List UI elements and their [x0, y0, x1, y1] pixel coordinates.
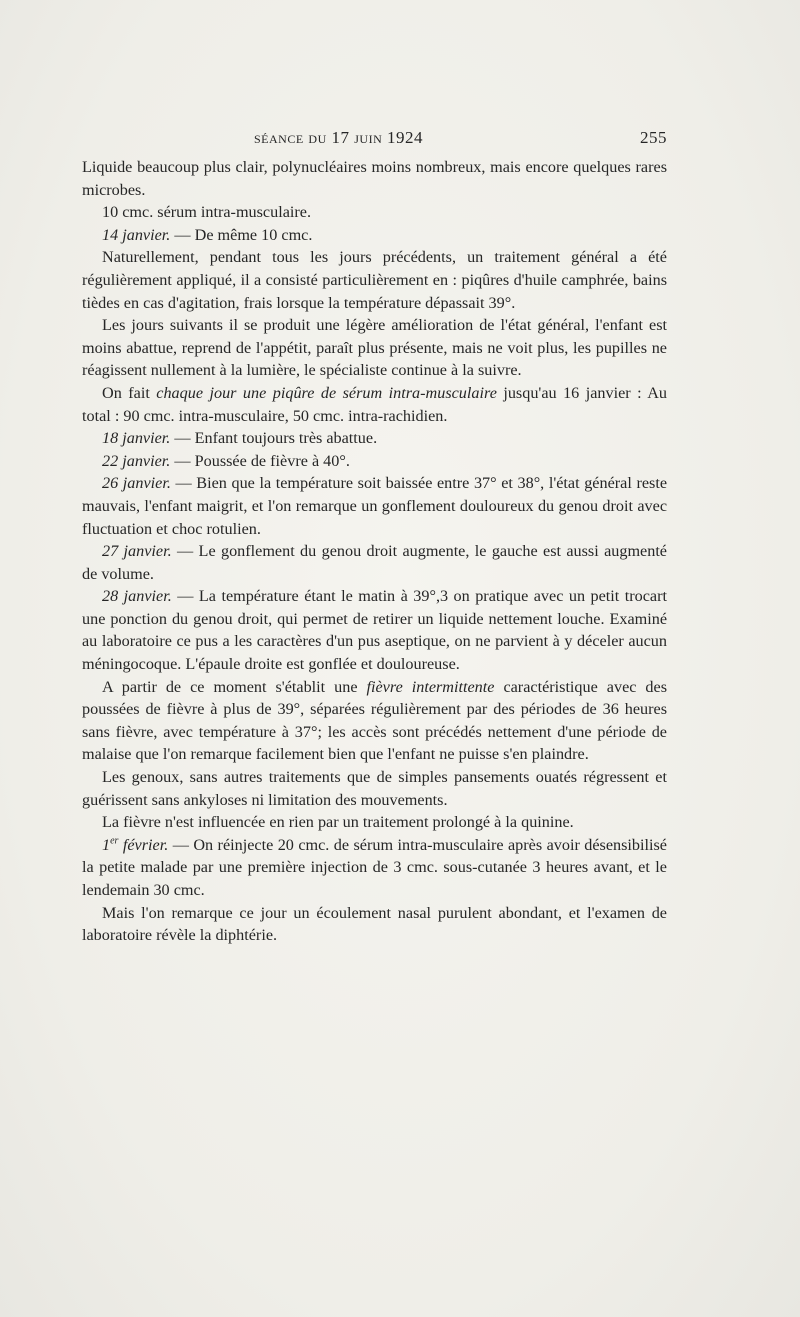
- paragraph: [82, 540, 667, 585]
- paragraph: [82, 382, 667, 427]
- page-number: 255: [640, 128, 667, 147]
- paragraph: [82, 224, 667, 247]
- body-text: [82, 156, 667, 947]
- italic-phrase: chaque jour une piqûre de sérum intra-musculaire: [156, 383, 497, 402]
- date-lead: 26 janvier.: [102, 474, 171, 493]
- paragraph-text: 10 cmc. sérum intra-musculaire.: [102, 203, 312, 222]
- date-lead-rest: février.: [118, 835, 169, 854]
- date-lead: 18 janvier.: [102, 429, 171, 448]
- paragraph-text: — La température étant le matin à 39°,3 on pratique avec un petit trocart une ponction du genou droit, qui permet de retirer un liquide nettement louche. Examiné au laboratoire ce pus a les caractères d'un pus aseptique, on ne parvient à y déceler aucun méningocoque. L'épaule droite est gonflée et douloureuse.: [82, 587, 667, 674]
- date-lead-number: 1: [102, 835, 111, 854]
- date-lead: 22 janvier.: [102, 451, 171, 470]
- running-title: [254, 128, 423, 148]
- paragraph: [82, 902, 667, 947]
- paragraph: [82, 201, 667, 224]
- date-lead: 27 janvier.: [102, 542, 172, 561]
- paragraph-text: — Bien que la température soit baissée entre 37° et 38°, l'état général reste mauvais, l'enfant maigrit, et l'on remarque un gonflement douloureux du genou droit avec fluctuation et choc rotulien.: [82, 474, 668, 538]
- paragraph: [82, 585, 667, 675]
- paragraph-text: — Enfant toujours très abattue.: [170, 429, 378, 448]
- paragraph-text: Les jours suivants il se produit une légère amélioration de l'état général, l'enfant est moins abattue, reprend de l'appétit, paraît plus présente, mais ne voit plus, les pupilles ne réagissent nullement à la lumière, le spécialiste continue à la suivre.: [82, 316, 667, 380]
- date-lead: 14 janvier.: [102, 225, 171, 244]
- paragraph: [82, 427, 667, 450]
- paragraph: [82, 472, 667, 540]
- paragraph: [82, 676, 667, 766]
- paragraph-text: Les genoux, sans autres traitements que de simples pansements ouatés régressent et guérissent sans ankyloses ni limitation des mouvements.: [82, 768, 667, 809]
- title-month: juin: [354, 128, 383, 147]
- paragraph-text: caractéristique avec des poussées de fièvre à plus de 39°, séparées régulièrement par des périodes de 36 heures sans fièvre, avec température à 37°; les accès sont précédés nettement d'une période de malaise que l'on remarque facilement bien que l'enfant ne puisse s'en plaindre.: [82, 677, 668, 764]
- paragraph-text: — Poussée de fièvre à 40°.: [170, 451, 350, 470]
- paragraph: [82, 766, 667, 811]
- date-lead: 28 janvier.: [102, 587, 172, 606]
- paragraph: [82, 314, 667, 382]
- paragraph-text: La fièvre n'est influencée en rien par un traitement prolongé à la quinine.: [102, 813, 574, 832]
- date-lead: [102, 836, 168, 854]
- paragraph-text: A partir de ce moment s'établit une: [102, 677, 367, 696]
- paragraph-text: — On réinjecte 20 cmc. de sérum intra-musculaire après avoir désensibilisé la petite malade par une première injection de 3 cmc. sous-cutanée 3 heures avant, et le lendemain 30 cmc.: [82, 835, 667, 899]
- paragraph: [82, 834, 667, 902]
- paragraph-text: On fait: [102, 383, 157, 402]
- paragraph: [82, 450, 667, 473]
- paragraph: [82, 246, 667, 314]
- paragraph-text: Naturellement, pendant tous les jours précédents, un traitement général a été régulièrement appliqué, il a consisté particulièrement en : piqûres d'huile camphrée, bains tièdes en cas d'agitation, frais lorsque la température dépassait 39°.: [82, 248, 667, 312]
- running-header: [82, 128, 667, 154]
- title-year: 1924: [387, 128, 424, 147]
- paragraph: [82, 156, 667, 201]
- paragraph-text: Mais l'on remarque ce jour un écoulement nasal purulent abondant, et l'examen de laboratoire révèle la diphtérie.: [82, 903, 667, 945]
- paragraph: [82, 811, 667, 834]
- title-day: 17: [331, 128, 350, 147]
- paragraph-text: Liquide beaucoup plus clair, polynucléaires moins nombreux, mais encore quelques rares microbes.: [82, 158, 667, 199]
- italic-phrase: fièvre intermittente: [366, 677, 495, 696]
- paragraph-text: jusqu'au 16 janvier : Au total : 90 cmc. intra-musculaire, 50 cmc. intra-rachidien.: [82, 383, 667, 425]
- date-lead-sup: er: [110, 835, 119, 847]
- paragraph-text: — Le gonflement du genou droit augmente, le gauche est aussi augmenté de volume.: [82, 542, 667, 583]
- title-prefix: séance du: [254, 128, 327, 147]
- paragraph-text: — De même 10 cmc.: [170, 225, 313, 244]
